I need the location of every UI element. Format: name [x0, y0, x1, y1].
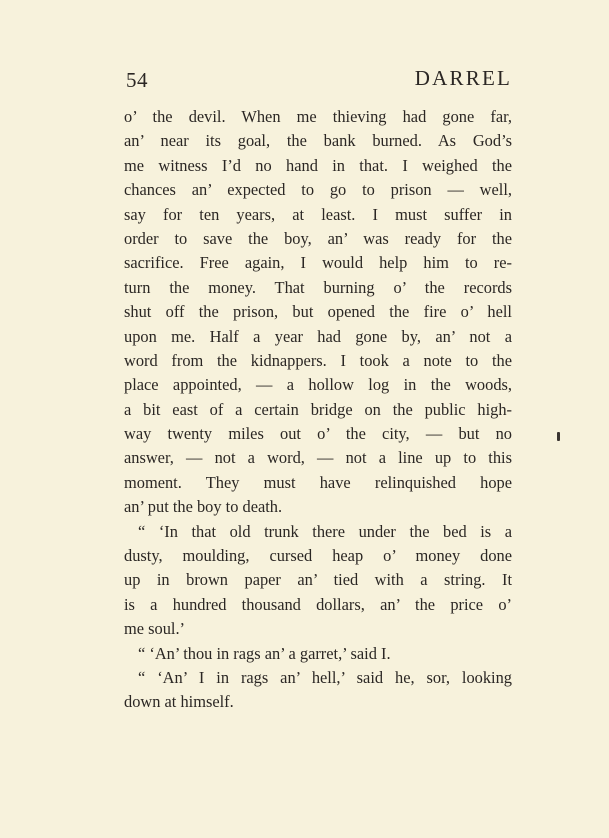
text-line: shut off the prison, but opened the fire o’ hell [124, 302, 512, 322]
running-title: DARREL [414, 66, 512, 90]
text-line: order to save the boy, an’ was ready for the [124, 228, 512, 248]
text-line: up in brown paper an’ tied with a string. It [124, 570, 512, 590]
body-text [124, 105, 512, 715]
text-line: sacrifice. Free again, I would help him to re- [124, 253, 512, 273]
text-line: “ ‘An’ thou in rags an’ a garret,’ said I. [138, 643, 391, 663]
text-line: me witness I’d no hand in that. I weighed the [124, 155, 512, 175]
text-line: me soul.’ [124, 619, 186, 639]
text-line: o’ the devil. When me thieving had gone far, [124, 107, 512, 126]
text-line: moment. They must have relinquished hope [124, 472, 512, 492]
page-header [124, 66, 512, 96]
text-line: “ ‘In that old trunk there under the bed is a [138, 521, 512, 541]
text-line: place appointed, — a hollow log in the woods, [124, 375, 512, 395]
text-line: upon me. Half a year had gone by, an’ not a [124, 326, 512, 346]
text-line: “ ‘An’ I in rags an’ hell,’ said he, sor, looking [138, 667, 512, 687]
text-line: dusty, moulding, cursed heap o’ money done [124, 546, 512, 566]
page-margin-mark [557, 432, 560, 441]
text-line: an’ near its goal, the bank burned. As God’s [124, 131, 512, 151]
text-line: is a hundred thousand dollars, an’ the price o’ [124, 594, 512, 614]
text-line: turn the money. That burning o’ the records [124, 277, 512, 297]
text-line: way twenty miles out o’ the city, — but no [124, 424, 512, 444]
text-line: a bit east of a certain bridge on the public high- [124, 399, 512, 419]
text-line: answer, — not a word, — not a line up to this [124, 448, 512, 468]
text-line: say for ten years, at least. I must suffer in [124, 204, 512, 224]
text-line: down at himself. [124, 692, 234, 712]
page-number: 54 [126, 68, 148, 92]
text-line: an’ put the boy to death. [124, 497, 283, 517]
text-line: chances an’ expected to go to prison — well, [124, 180, 512, 200]
text-line: word from the kidnappers. I took a note to the [124, 350, 512, 370]
